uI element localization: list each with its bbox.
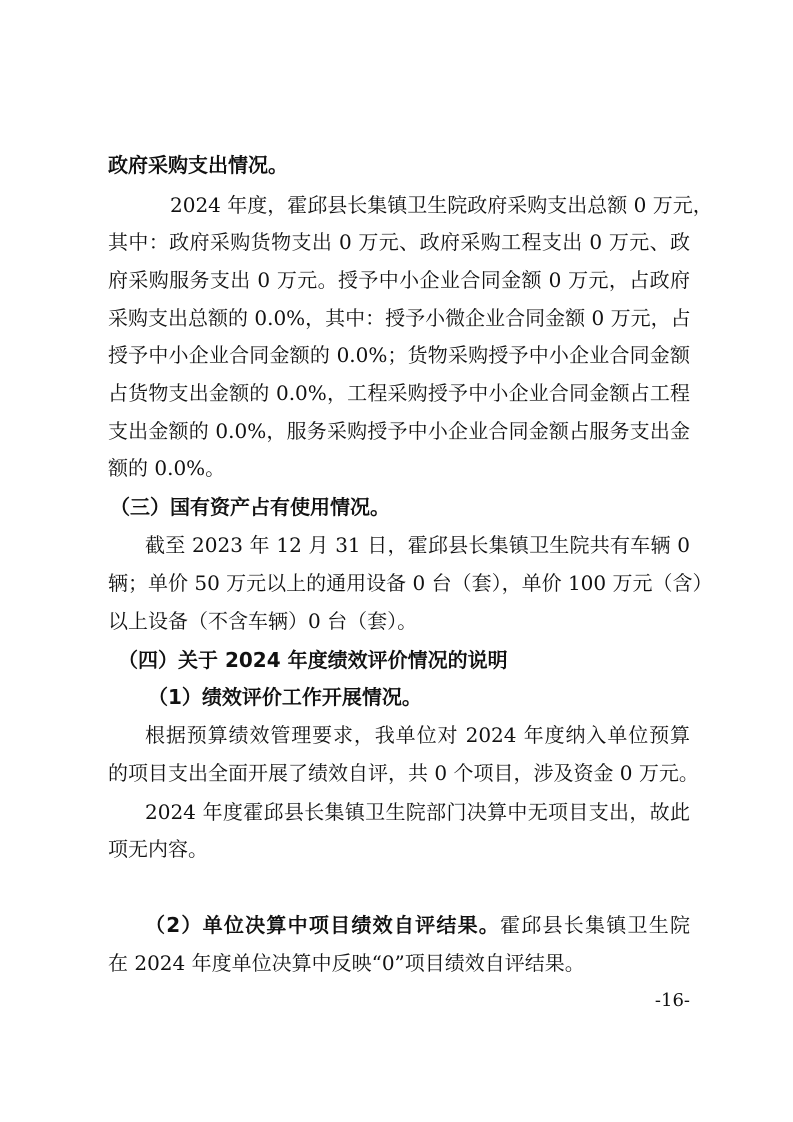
subsection-2-line xyxy=(145,912,690,938)
paragraph-line: 支出金额的 0.0%，服务采购授予中小企业合同金额占服务支出金 xyxy=(108,419,690,443)
paragraph-line: 根据预算绩效管理要求，我单位对 2024 年度纳入单位预算 xyxy=(145,723,690,747)
paragraph-line: 额的 0.0%。 xyxy=(108,456,226,480)
paragraph-line: 其中：政府采购货物支出 0 万元、政府采购工程支出 0 万元、政 xyxy=(108,230,690,254)
paragraph-line: 以上设备（不含车辆）0 台（套）。 xyxy=(108,609,418,633)
section-heading-performance: （四）关于 2024 年度绩效评价情况的说明 xyxy=(118,648,508,672)
paragraph-line: 授予中小企业合同金额的 0.0%；货物采购授予中小企业合同金额 xyxy=(108,343,690,367)
section-heading-procurement: 政府采购支出情况。 xyxy=(108,153,288,177)
paragraph-line: 府采购服务支出 0 万元。授予中小企业合同金额 0 万元，占政府 xyxy=(108,268,690,292)
paragraph-line: 采购支出总额的 0.0%，其中：授予小微企业合同金额 0 万元，占 xyxy=(108,306,691,330)
subsection-heading-1: （1）绩效评价工作开展情况。 xyxy=(148,685,422,709)
paragraph-line: 截至 2023 年 12 月 31 日，霍邱县长集镇卫生院共有车辆 0 xyxy=(145,533,690,557)
paragraph-line: 占货物支出金额的 0.0%，工程采购授予中小企业合同金额占工程 xyxy=(108,381,690,405)
subsection-heading-2: （2）单位决算中项目绩效自评结果。 xyxy=(145,913,501,937)
paragraph-line: 2024 年度，霍邱县长集镇卫生院政府采购支出总额 0 万元， xyxy=(170,193,713,217)
paragraph-line: 2024 年度霍邱县长集镇卫生院部门决算中无项目支出，故此 xyxy=(145,800,690,824)
paragraph-line: 辆；单价 50 万元以上的通用设备 0 台（套），单价 100 万元（含） xyxy=(108,571,713,595)
subsection-2-text: 霍邱县长集镇卫生院 xyxy=(500,913,691,937)
paragraph-line: 的项目支出全面开展了绩效自评，共 0 个项目，涉及资金 0 万元。 xyxy=(108,761,699,785)
paragraph-line: 在 2024 年度单位决算中反映“0”项目绩效自评结果。 xyxy=(108,951,585,975)
page-number: -16- xyxy=(654,990,690,1011)
section-heading-assets: （三）国有资产占有使用情况。 xyxy=(110,495,390,519)
paragraph-line: 项无内容。 xyxy=(108,837,208,861)
